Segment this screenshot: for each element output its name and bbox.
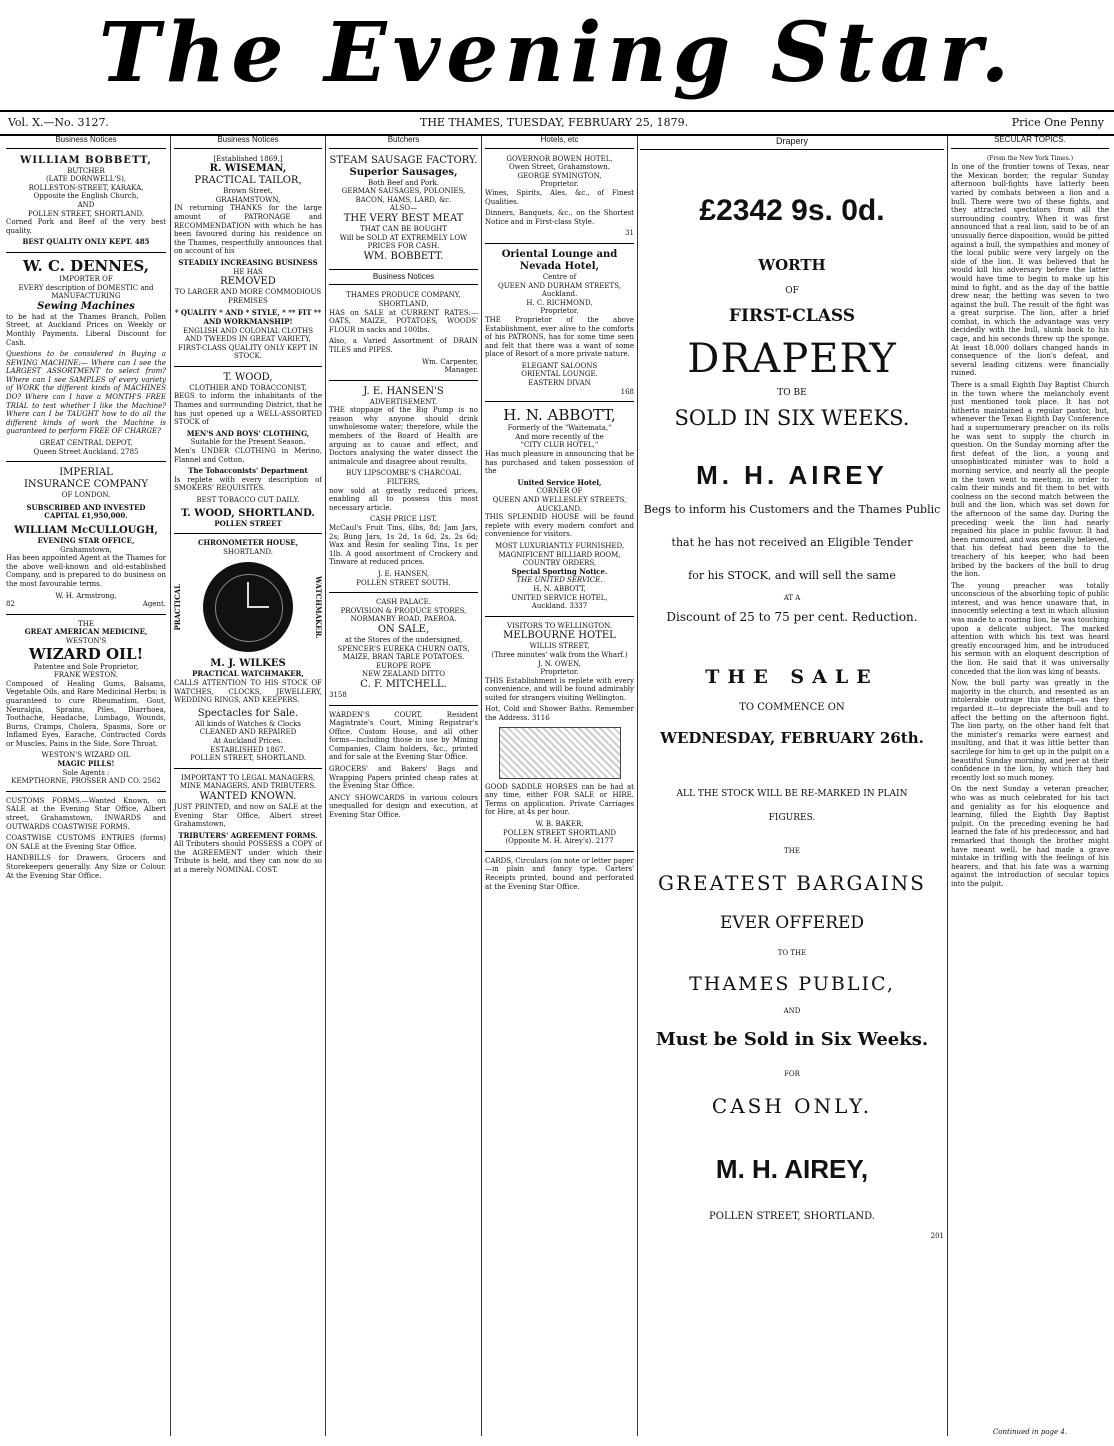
- horse-carriage-illustration: [499, 727, 621, 779]
- advert-title: C. F. MITCHELL.: [360, 678, 447, 690]
- advert-number: 31: [625, 229, 634, 238]
- side-label: PRACTICAL: [173, 584, 182, 631]
- advert-title: WANTED KNOWN.: [199, 790, 297, 802]
- advert-text: CALLS ATTENTION TO HIS STOCK OF WATCHES, CLOCKS, JEWELLERY, WEDDING RINGS, AND KEEPERS.: [174, 678, 322, 705]
- advert-text: THE stoppage of the Big Pump is no reason why anyone should drink unwholesome water; therefore, while the members of the Board of Health are arguing as to cause and effect, and Doctors analysing the water dissect the animalcule and disagree about results,: [329, 406, 478, 466]
- advert-line: STEADILY INCREASING BUSINESS: [178, 257, 318, 267]
- advert-line: POLLEN STREET, SHORTLAND.: [709, 1211, 875, 1222]
- advert-text: HAS on SALE at CURRENT RATES:— OATS, MAIZE, POTATOES, WOODS' FLOUR in sacks and 100lbs.: [329, 308, 478, 334]
- advert-line: ALL THE STOCK WILL BE RE-MARKED IN PLAIN: [676, 789, 908, 799]
- advert-line: Agent.: [142, 600, 166, 609]
- advert-title: T. WOOD,: [223, 371, 273, 383]
- advert-line: AND: [77, 200, 95, 209]
- advert-title: M. H. AIREY: [696, 460, 888, 490]
- advert-line: J. N. OWEN,: [538, 659, 581, 668]
- column-heading: Butchers: [329, 136, 478, 149]
- advert-text: Hot, Cold and Shower Baths. Remember the Address.: [485, 705, 634, 723]
- clock-icon: [203, 562, 293, 652]
- advert-line: OF: [785, 286, 799, 296]
- place-date: THE THAMES, TUESDAY, FEBRUARY 25, 1879.: [420, 116, 689, 129]
- advert-line: ELEGANT SALOONS: [521, 361, 598, 370]
- advert-line: Manager.: [444, 366, 478, 375]
- drapery-advertisement: [640, 136, 944, 1436]
- advert-line: CAPITAL £1,950,000.: [44, 511, 128, 521]
- advert-line: Sole Agents :: [62, 768, 110, 777]
- advert-line: W. H. Armstrong,: [55, 591, 117, 600]
- article-paragraph: In one of the frontier towns of Texas, near the Mexican border, the regular Sunday afternoon bull-fights have latterly been varied by combats between a lion and a bull. There were two of these fights, and they attracted spectators from all the surrounding country. When it was first announced that a real lion, said to be of an unusually fierce disposition, would be pitted against a bull, the sympathies and money of the local public were very largely on the side of the lion. It was believed that he would kill his adversary before the latter would have time to begin to make up his mind to fight, and as the day of the battle drew near, the betting was seven to two against the bull. The result of the fight was a great surprise. The lion, after a brief combat, in which the advantage was very decidedly with the bull, slunk back to his cage, and his seconds threw up the sponge. At least 18,000 dollars changed hands in consequence of the lion's defeat, and several leading citizens were financially ruined.: [951, 163, 1109, 378]
- advert-text: All Tributers should POSSESS a COPY of the AGREEMENT under which their Tribute is held, and they can now do so at a merely NOMINAL COST.: [174, 840, 322, 875]
- advert-text: now sold at greatly reduced prices, enabling all to possess this most necessary article.: [329, 486, 478, 512]
- advert-title: THAMES PRODUCE COMPANY, SHORTLAND,: [346, 291, 461, 308]
- advert-subtitle: United Service Hotel,: [517, 477, 602, 487]
- advert-text: WARDEN'S COURT, Resident Magistrate's Court, Mining Registrar's Office, Custom House, and all other forms—including those in use by Mining Companies, Claim holders, &c., printed and for sale at the Evening Star Office.: [329, 710, 478, 762]
- advert-text: ANCY SHOWCARDS in various colours unequalled for design and execution, at Evening Star Office.: [329, 793, 478, 820]
- advert-line: CORNER OF: [536, 487, 583, 496]
- advert-line: "CITY CLUB HOTEL,": [520, 441, 599, 450]
- advert-title: WEDNESDAY, FEBRUARY 26th.: [660, 729, 924, 747]
- advert-text: Also, a Varied Assortment of DRAIN TILES and PIPES.: [329, 337, 478, 354]
- advert-text: COASTWISE CUSTOMS ENTRIES (forms) ON SALE at the Evening Star Office.: [6, 834, 166, 851]
- advert-line: POLLEN STREET: [214, 518, 282, 528]
- advert-title: EVER OFFERED: [719, 913, 865, 933]
- advert-title: INSURANCE COMPANY: [23, 479, 149, 491]
- advert-line: OF LONDON.: [61, 491, 111, 500]
- advert-line: Begs to inform his Customers and the Thames Public: [643, 503, 941, 516]
- advert-title: STEAM SAUSAGE FACTORY.: [329, 154, 478, 166]
- advert-line: FOR: [784, 1070, 800, 1078]
- advert-title: MELBOURNE HOTEL: [503, 630, 616, 642]
- advert-text: THIS Establishment is replete with every convenience, and will be found admirably suited for strangers visiting Wellington.: [485, 676, 634, 702]
- advert-title: THE SALE: [705, 666, 879, 688]
- advert-text: IN returning THANKS for the large amount of PATRONAGE and RECOMMENDATION with which he has been favoured during his residence on the Thames, respectfully announces that on account of his: [174, 204, 322, 256]
- column-business-notices-1: [6, 136, 166, 1436]
- advert-text: McCaul's Fruit Tins, 6lbs, 8d; Jam Jars, 2s; Bung Jars, 1s 2d, 1s 6d, 2s, 2s 6d; Wax and Resin for sealing Tins, 1s per 1lb. A good assortment of Crockery and Tinware at reduced prices.: [329, 524, 478, 567]
- advert-line: EUROPE ROPE: [376, 661, 431, 670]
- advert-line: TO LARGER AND MORE COMMODIOUS PREMISES: [174, 288, 322, 305]
- column-butchers: [329, 136, 478, 1436]
- column-heading: Business Notices: [329, 269, 478, 286]
- advert-text: Dinners, Banquets, &c., on the Shortest Notice and in First-class Style.: [485, 209, 634, 226]
- advert-text: GOOD SADDLE HORSES can be had at any time, either FOR SALE or HIRE. Terms on application. Private Carriages for Hire, at 4s per hour.: [485, 782, 634, 817]
- advert-line: BUY LIPSCOMBE'S CHARCOAL FILTERS,: [346, 469, 461, 487]
- advert-line: MEN'S AND BOYS' CLOTHING,: [186, 428, 310, 438]
- advert-line: NEW ZEALAND DITTO: [362, 670, 445, 679]
- column-secular-topics: [951, 136, 1109, 1436]
- advert-line: ESTABLISHED 1867.: [210, 745, 286, 754]
- advert-title: ON SALE,: [377, 623, 430, 635]
- advert-line: (Opposite M. H. Airey's).: [505, 837, 594, 846]
- advert-line: Queen Street Auckland.: [33, 447, 119, 456]
- advert-line: Discount of 25 to 75 per cent. Reduction.: [666, 610, 918, 624]
- advert-text: THIS SPLENDID HOUSE will be found replete with every modern comfort and convenience for visitors.: [485, 513, 634, 539]
- advert-text: BEGS to inform the inhabitants of the Thames and surrounding District, that he has just opened up a WELL-ASSORTED STOCK of: [174, 392, 322, 427]
- article-paragraph: There is a small Eighth Day Baptist Church in the town where the melancholy event just mentioned took place. It has not hitherto maintained a regular pastor, but, whenever the Texan Eighth Day Conference had a supernumerary preacher on its rolls he was sent to supply the church in question. On the Sunday morning after the first defeat of the lion, a young and unsophisticated minister was to hold a morning service, and nearly all the people in the town went to meeting, in order to calm their minds and fit them to bet with coolness on the second match between the bull and the lion, which was set down for the afternoon of the same day. During the preceding week the lion had nearly regained his place in public favour. It had been rumoured, and was generally believed, that his defeat had been due to the treachery of his keeper, who had been bribed by the backers of the bull to drug the lion.: [951, 381, 1110, 579]
- advert-number: 3337: [569, 602, 588, 611]
- advert-title: WIZARD OIL!: [28, 644, 144, 663]
- advert-text: to be had at the Thames Branch, Pollen Street, at Auckland Prices on Weekly or Monthly Payments. Liberal Discount for Cash.: [6, 312, 166, 347]
- advert-line: GEORGE SYMINGTON,: [517, 171, 602, 180]
- advert-line: BUTCHER: [67, 166, 105, 175]
- advert-line: SHORTLAND.: [223, 547, 273, 556]
- side-label: WATCHMAKER.: [314, 576, 323, 639]
- advert-title: GREAT AMERICAN MEDICINE,: [24, 627, 148, 637]
- advert-line: ROLLESTON-STREET, KARAKA,: [28, 183, 144, 192]
- advert-title: REMOVED: [220, 276, 276, 288]
- advert-line: TO BE: [777, 388, 807, 398]
- advert-number: 2785: [120, 447, 139, 456]
- advert-line: Proprietor.: [540, 668, 579, 677]
- advert-line: (LATE DORNWELL'S),: [45, 175, 127, 184]
- advert-title: WILLIAM McCULLOUGH,: [14, 525, 158, 536]
- advert-line: POLLEN STREET SOUTH.: [356, 578, 451, 587]
- advert-line: And more recently of the: [515, 432, 604, 441]
- advert-title: WILLIAM BOBBETT,: [20, 154, 152, 166]
- advert-text: Has been appointed Agent at the Thames for the above well-known and old-established Company, and is prepared to do business on the most favourable terms.: [6, 554, 166, 588]
- article-paragraph: On the next Sunday a veteran preacher, who was as much celebrated for his tact and geniality as for his eloquence and learning, filled the Eighth Day Baptist pulpit. On the preceding evening he had learned the fate of his predecessor, and had remarked that though the brother might have meant well, he had made a grave mistake in trifling with the feelings of his hearers, and that his fate was a warning against the introduction of secular topics into the pulpit.: [951, 785, 1109, 888]
- advert-line: FIGURES.: [768, 813, 816, 823]
- advert-line: MAGNIFICENT BILLIARD ROOM,: [498, 550, 621, 559]
- column-heading: Hotels, etc: [485, 136, 634, 149]
- sale-amount: £2342 9s. 0d.: [699, 194, 885, 227]
- advert-title: M. H. AIREY,: [715, 1154, 869, 1184]
- advert-number: 3116: [531, 714, 550, 723]
- advert-line: ENGLISH AND COLONIAL CLOTHS AND TWEEDS IN GREAT VARIETY,: [183, 326, 313, 344]
- newspaper-title: The Evening Star.: [98, 5, 1016, 101]
- advert-line: FIRST-CLASS: [728, 306, 856, 326]
- advert-line: TO COMMENCE ON: [739, 702, 845, 713]
- advert-line: Opposite the English Church,: [33, 192, 139, 201]
- article-paragraph: Now, the bull party was greatly in the majority in the church, and resented as an intolerable outrage this attempt—as they regarded it—to depreciate the bull and to affect the betting on the afternoon fight. The lion party, on the other hand felt that the minister's remarks were earnest and insulting, and that it was little better than sacrilege for him to get up in the pulpit on a beautiful Sunday morning, and jeer at their confidence in the lion, by which they had recently lost so much money.: [951, 679, 1109, 782]
- advert-subtitle: CASH PRICE LIST.: [369, 515, 438, 524]
- advert-number: 82: [6, 600, 15, 609]
- masthead: [0, 0, 1114, 110]
- advert-text: Men's UNDER CLOTHING in Merino, Flannel and Cotton.: [174, 447, 322, 464]
- advert-line: FRANK WESTON.: [53, 671, 119, 680]
- advert-line: KEMPTHORNE, PROSSER AND CO.: [11, 777, 141, 786]
- advert-line: Will be SOLD AT EXTREMELY LOW: [339, 233, 468, 242]
- dateline: [0, 110, 1114, 136]
- advert-text: Is replete with every description of SMOKERS' REQUISITES.: [174, 475, 322, 493]
- advert-line: Both Beef and Pork.: [368, 178, 439, 187]
- advert-title: CASH PALACE.: [375, 598, 432, 607]
- column-heading: Business Notices: [174, 136, 322, 149]
- advert-title: Oriental Lounge and Nevada Hotel,: [501, 248, 618, 272]
- advert-title: J. E. HANSEN'S: [363, 385, 444, 397]
- advert-title: IMPERIAL: [59, 467, 113, 479]
- column-heading: SECULAR TOPICS.: [951, 136, 1109, 149]
- advert-title: M. J. WILKES: [210, 658, 286, 670]
- advert-line: WILLIS STREET,: [529, 642, 590, 651]
- advert-line: POLLEN STREET, SHORTLAND.: [27, 209, 145, 218]
- advert-number: 485: [134, 237, 150, 247]
- advert-line: SUBSCRIBED AND INVESTED: [26, 502, 146, 512]
- column-heading: Drapery: [640, 136, 944, 150]
- advert-line: H. N. ABBOTT,: [533, 584, 586, 593]
- advert-line: WESTON'S: [65, 636, 107, 645]
- advert-title: WM. BOBBETT.: [363, 250, 444, 262]
- advert-line: BEST QUALITY ONLY KEPT.: [22, 237, 133, 247]
- advert-line: MOST LUXURIANTLY FURNISHED,: [494, 541, 625, 550]
- advert-line: EVERY description of DOMESTIC and MANUFACTURING: [18, 283, 154, 301]
- advert-line: Wm. Carpenter,: [421, 357, 478, 366]
- advert-line: [Established 1869.]: [213, 154, 283, 163]
- advert-line: GREAT CENTRAL DEPOT,: [39, 439, 133, 448]
- price: Price One Penny: [1011, 116, 1104, 129]
- advert-number: 2562: [142, 777, 161, 786]
- advert-line: WESTON'S WIZARD OIL: [41, 751, 131, 760]
- advert-line: * QUALITY * AND * STYLE, * ** FIT ** AND WORKMANSHIP!: [174, 308, 322, 326]
- advert-line: QUEEN AND DURHAM STREETS,: [498, 281, 621, 290]
- advert-line: THAT CAN BE BOUGHT: [360, 224, 447, 233]
- advert-line: Patentee and Sole Proprietor,: [33, 662, 139, 671]
- advert-line: PRICES FOR CASH.: [367, 242, 440, 251]
- advert-title: Superior Sausages,: [349, 166, 458, 178]
- column-hotels: [485, 136, 634, 1436]
- advert-line: AND: [783, 1007, 801, 1015]
- advert-title: SOLD IN SIX WEEKS.: [674, 406, 910, 430]
- advert-title: DRAPERY: [687, 336, 897, 382]
- advert-text: HANDBILLS for Drawers, Grocers and Storekeepers generally. Any Size or Colour. At the Evening Star Office.: [6, 854, 166, 880]
- advert-text: Corned Pork and Beef of the very best quality.: [6, 218, 166, 235]
- advert-line: Grahamstown,: [60, 545, 112, 554]
- advert-line: THE UNITED SERVICE.: [516, 576, 603, 585]
- column-heading: Business Notices: [6, 136, 166, 149]
- advert-title: CHRONOMETER HOUSE,: [197, 538, 299, 548]
- advert-line: POLLEN STREET, SHORTLAND.: [189, 754, 307, 763]
- advert-line: W. B. BAKER,: [535, 820, 584, 829]
- advert-line: All kinds of Watches & Clocks: [194, 719, 302, 728]
- advert-line: UNITED SERVICE HOTEL,: [511, 593, 608, 602]
- advert-line: TO THE: [777, 949, 807, 957]
- continued-note: Continued in page 4.: [951, 1428, 1109, 1436]
- advert-text: THE Proprietor of the above Establishment, ever alive to the comforts of his PATRONS, has for some time seen and felt that there was a want of some place of Resort of a more private nature.: [485, 315, 634, 359]
- advert-line: HE HAS: [233, 267, 263, 276]
- advert-line: IMPORTER OF: [59, 274, 113, 283]
- advert-line: for his STOCK, and will sell the same: [688, 569, 896, 582]
- advert-line: GRAHAMSTOWN,: [215, 195, 281, 204]
- advert-line: THE: [784, 847, 800, 855]
- advert-title: VISITORS TO WELLINGTON.: [506, 621, 613, 630]
- volume-number: Vol. X.—No. 3127.: [8, 116, 109, 129]
- advert-line: H. C. RICHMOND,: [526, 298, 593, 307]
- advert-title: Must be Sold in Six Weeks.: [655, 1029, 929, 1050]
- advert-line: GERMAN SAUSAGES, POLONIES,: [341, 187, 466, 196]
- advert-line: BACON, HAMS, LARD, &c.: [355, 195, 452, 204]
- advert-line: WORTH: [758, 256, 826, 274]
- advert-line: NORMANBY ROAD, PAEROA.: [350, 615, 457, 624]
- advert-line: Formerly of the "Waitemata,": [507, 424, 612, 433]
- advert-text: Has much pleasure in announcing that he has purchased and taken possession of the: [485, 450, 634, 476]
- advert-number: 2177: [595, 837, 614, 846]
- advert-line: Auckland.: [531, 602, 568, 611]
- advert-line: At Auckland Prices.: [213, 736, 283, 745]
- advert-title: THAMES PUBLIC,: [689, 973, 895, 995]
- advert-line: FIRST-CLASS QUALITY ONLY KEPT IN STOCK.: [178, 343, 318, 361]
- advert-line: CLEANED AND REPAIRED: [199, 728, 297, 737]
- advert-line: Suitable for the Present Season.: [190, 438, 306, 447]
- advert-line: QUEEN AND WELLESLEY STREETS, AUCKLAND.: [492, 496, 627, 513]
- advert-line: COUNTRY ORDERS,: [522, 559, 597, 568]
- advert-line: POLLEN STREET SHORTLAND: [503, 828, 616, 837]
- advert-title: SHORTLAND.: [238, 507, 315, 519]
- advert-subtitle: Spectacles for Sale.: [197, 707, 299, 719]
- advert-subtitle: Special Sporting Notice.: [511, 566, 608, 576]
- advert-line: THE: [78, 619, 94, 628]
- article-source: (From the New York Times.): [986, 154, 1074, 162]
- advert-title: W. C. DENNES,: [23, 256, 149, 275]
- advert-subtitle: The Tobacconists' Department: [188, 466, 308, 476]
- advert-title: CASH ONLY.: [711, 1094, 873, 1118]
- advert-line: SPENCER'S EUREKA CHURN OATS, MAIZE, BRAN TABLE POTATOES.: [337, 644, 470, 662]
- advert-text: GROCERS' and Bakers' Bags and Wrapping Papers printed cheap rates at the Evening Star Office.: [329, 765, 478, 791]
- advert-line: Brown Street,: [223, 187, 273, 196]
- advert-line: CLOTHIER AND TOBACCONIST,: [189, 383, 307, 392]
- advert-title: IMPORTANT TO LEGAL MANAGERS, MINE MANAGERS, AND TRIBUTERS.: [179, 773, 317, 791]
- advert-title: MAGIC PILLS!: [57, 759, 115, 769]
- advert-line: Proprietor.: [540, 307, 579, 316]
- advert-number: 201: [930, 1232, 944, 1240]
- advert-line: ALSO—: [389, 204, 418, 213]
- advert-text: JUST PRINTED, and now on SALE at the Evening Star Office, Albert street Grahamstown,: [174, 802, 322, 829]
- advert-title: GOVERNOR BOWEN HOTEL,: [506, 154, 613, 163]
- advert-number: 168: [620, 387, 634, 396]
- advert-title: H. N. ABBOTT,: [503, 406, 616, 425]
- advert-line: ORIENTAL LOUNGE.: [521, 370, 598, 379]
- advert-line: Proprietor.: [540, 180, 579, 189]
- advert-line: (Three minutes' walk from the Wharf.): [491, 650, 628, 659]
- advert-line: EVENING STAR OFFICE,: [37, 536, 135, 545]
- advert-title: J. E. HANSEN,: [377, 569, 430, 578]
- column-business-notices-2: [174, 136, 322, 1436]
- advert-subtitle: TRIBUTERS' AGREEMENT FORMS.: [178, 830, 318, 840]
- advert-subtitle: PRACTICAL WATCHMAKER,: [192, 669, 304, 679]
- advert-line: Auckland.: [541, 290, 578, 299]
- advert-line: PROVISION & PRODUCE STORES,: [340, 606, 467, 615]
- article-paragraph: The young preacher was totally unconscious of the absorbing topic of public interest, and was hence unaware that, in innocently selecting a text in which allusion was made to a roaring lion, he was touching upon a delicate subject. The marked attention with which his text was heard greatly encouraged him, and he introduced his sermon with an eloquent description of the lion. He said that it was universally conceded that the lion was king of beasts.: [951, 581, 1109, 676]
- advert-title: GREATEST BARGAINS: [657, 871, 927, 895]
- advert-line: AT A: [783, 594, 801, 602]
- advert-line: BEST TOBACCO CUT DAILY.: [196, 496, 300, 504]
- advert-text: CARDS, Circulars (on note or letter paper—in plain and fancy type. Carters' Receipts printed, bound and perforated at the Evening Star Office.: [485, 856, 634, 891]
- advert-title: R. WISEMAN,: [209, 163, 287, 175]
- advert-line: EASTERN DIVAN: [528, 379, 591, 388]
- advert-text: Questions to be considered in Buying a SEWING MACHINE:— Where can I see the LARGEST ASSORTMENT to select from? Where can I see SAMPLES of every variety of WORK the different kinds of MACHINES DO? Where can I have a MONTH'S FREE TRIAL to test whether I like the Machine? Where can I be TAUGHT how to do all the different kinds of work the Machine is guaranteed to perform FREE OF CHARGE?: [6, 350, 166, 436]
- advert-line: Centre of: [542, 272, 577, 281]
- advert-subtitle: Sewing Machines: [37, 300, 135, 312]
- advert-text: Wines, Spirits, Ales, &c., of Finest Qualities.: [485, 188, 634, 206]
- advert-subtitle: PRACTICAL TAILOR,: [194, 175, 302, 187]
- advert-text: CUSTOMS FORMS.—Wanted Known, on SALE at the Evening Star Office, Albert street, Grahamstown, INWARDS and OUTWARDS COASTWISE FORMS.: [6, 796, 166, 831]
- advert-text: Composed of Healing Gums, Balsams, Vegetable Oils, and Rare Medicinal Herbs; is guaranteed to cure Rheumatism, Gout, Neuralgia, Sprains, Piles, Diarrhoea, Toothache, Headache, Lumbago, Wounds, Burns, Cramps, Cholera, Spasms, Sore or Inflamed Eyes, Earache, Contracted Cords or Muscles, Pains in the Side, Sore Throat.: [6, 679, 166, 748]
- advert-line: Owen Street, Grahamstown.: [509, 163, 610, 172]
- advert-line: at the Stores of the undersigned,: [344, 635, 463, 644]
- advert-line: ADVERTISEMENT.: [369, 397, 438, 406]
- advert-title: THE VERY BEST MEAT: [343, 212, 464, 224]
- advert-line: that he has not received an Eligible Tender: [671, 536, 913, 549]
- advert-number: 3158: [329, 690, 347, 699]
- advert-title: T. WOOD,: [181, 507, 235, 519]
